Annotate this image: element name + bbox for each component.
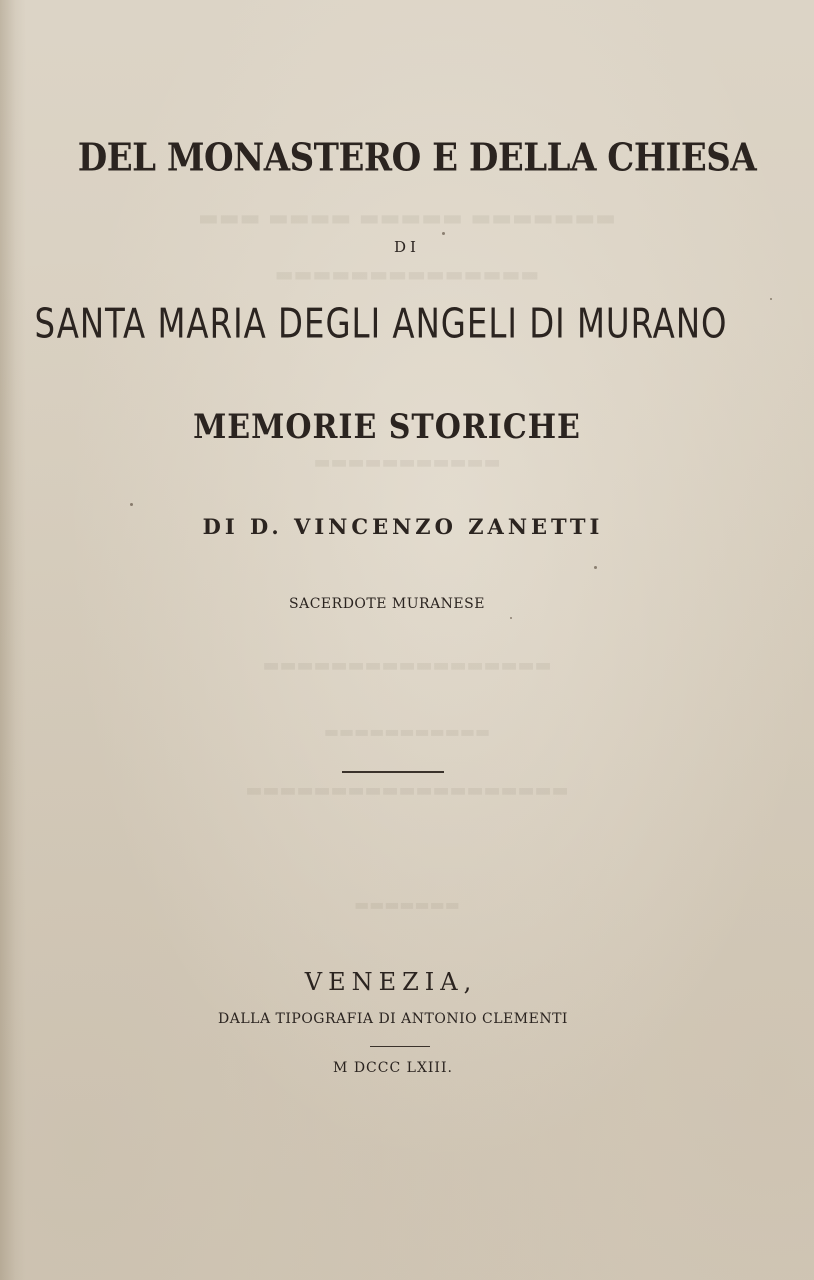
show-through-text: ▬▬▬▬▬▬▬▬▬▬▬▬▬▬ xyxy=(274,262,540,286)
show-through-text: ▬▬▬▬▬▬▬▬▬▬▬ xyxy=(313,452,501,473)
of-line: DI xyxy=(394,238,420,256)
paper-speck xyxy=(770,298,772,300)
show-through-text: ▬▬▬▬▬▬▬▬▬▬▬▬▬▬▬▬▬▬▬ xyxy=(245,780,569,801)
show-through-text: ▬▬▬ ▬▬▬▬ ▬▬▬▬▬ ▬▬▬▬▬▬▬ xyxy=(198,205,616,231)
printer-line: DALLA TIPOGRAFIA DI ANTONIO CLEMENTI xyxy=(218,1011,568,1027)
author-line: DI D. VINCENZO ZANETTI xyxy=(202,514,604,539)
paper-speck xyxy=(510,617,512,619)
show-through-text: ▬▬▬▬▬▬▬▬▬▬▬ xyxy=(323,722,491,741)
show-through-text: ▬▬▬▬▬▬▬ xyxy=(354,895,460,914)
ornamental-rule xyxy=(342,771,444,773)
subject-line: SANTA MARIA DEGLI ANGELI DI MURANO xyxy=(34,300,728,349)
paper-speck xyxy=(442,232,445,235)
publication-year: M DCCC LXIII. xyxy=(333,1060,453,1076)
subtitle: MEMORIE STORICHE xyxy=(193,407,581,448)
place-of-publication: VENEZIA, xyxy=(304,968,478,996)
show-through-text: ▬▬▬▬▬▬▬▬▬▬▬▬▬▬▬▬▬ xyxy=(262,655,552,676)
page-gutter-shadow xyxy=(0,0,26,1280)
title-line: DEL MONASTERO E DELLA CHIESA xyxy=(77,135,757,181)
author-role: SACERDOTE MURANESE xyxy=(289,596,485,612)
paper-speck xyxy=(594,566,597,569)
imprint-rule xyxy=(370,1046,430,1047)
paper-speck xyxy=(130,503,133,506)
